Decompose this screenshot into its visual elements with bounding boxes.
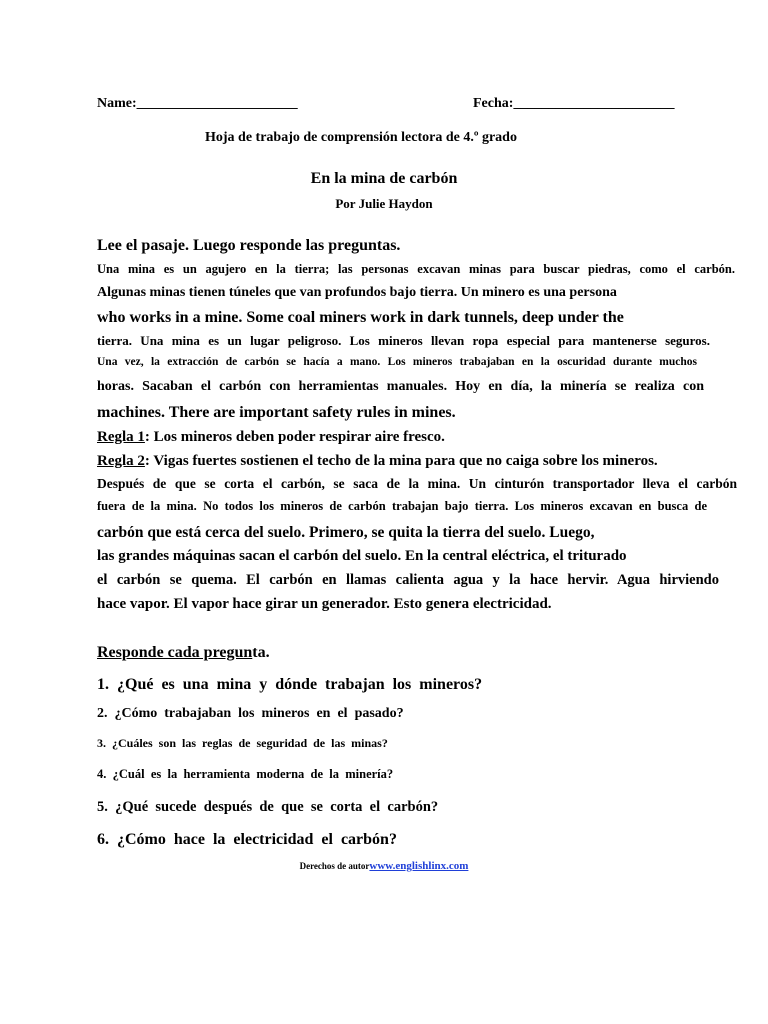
- rule-2-label: Regla 2: [97, 453, 145, 469]
- date-blank: _______________________: [513, 96, 675, 111]
- passage-line: fuera de la mina. No todos los mineros de carbón trabajan bajo tierra. Los mineros excavan en busca de: [97, 499, 707, 513]
- rule-1-label: Regla 1: [97, 429, 145, 445]
- questions-heading-rest: ta.: [252, 644, 270, 661]
- rule-1-text: : Los mineros deben poder respirar aire fresco.: [144, 429, 445, 445]
- footer-link[interactable]: www.englishlinx.com: [369, 860, 469, 872]
- date-label: Fecha:: [473, 96, 514, 111]
- passage-line: hace vapor. El vapor hace girar un generador. Esto genera electricidad.: [97, 596, 552, 612]
- passage-line: horas. Sacaban el carbón con herramientas manuales. Hoy en día, la minería se realiza con: [97, 379, 704, 394]
- passage-line: machines. There are important safety rules in mines.: [97, 404, 456, 421]
- passage-line: Una vez, la extracción de carbón se hacía a mano. Los mineros trabajaban en la oscuridad durante muchos: [97, 356, 697, 368]
- story-title: En la mina de carbón: [310, 170, 458, 187]
- questions-heading: [97, 644, 270, 662]
- name-field: [97, 96, 298, 112]
- passage-line: tierra. Una mina es un lugar peligroso. Los mineros llevan ropa especial para mantenerse seguros.: [97, 333, 710, 348]
- passage-line: Algunas minas tienen túneles que van profundos bajo tierra. Un minero es una persona: [97, 285, 617, 300]
- question-6: 6. ¿Cómo hace la electricidad el carbón?: [97, 831, 397, 848]
- passage-line: Después de que se corta el carbón, se saca de la mina. Un cinturón transportador lleva el carbón: [97, 476, 737, 491]
- question-5: 5. ¿Qué sucede después de que se corta el carbón?: [97, 799, 439, 815]
- safety-rule-2: [97, 453, 658, 470]
- footer-copyright: [0, 860, 768, 872]
- question-1: 1. ¿Qué es una mina y dónde trabajan los mineros?: [97, 676, 483, 693]
- rule-2-text: : Vigas fuertes sostienen el techo de la mina para que no caiga sobre los mineros.: [144, 453, 658, 469]
- instructions: Lee el pasaje. Luego responde las preguntas.: [97, 237, 401, 254]
- story-byline: Por Julie Haydon: [335, 196, 433, 211]
- date-field: [473, 96, 674, 112]
- question-3: 3. ¿Cuáles son las reglas de seguridad de las minas?: [97, 736, 388, 750]
- passage-line: who works in a mine. Some coal miners work in dark tunnels, deep under the: [97, 309, 624, 326]
- passage-line: el carbón se quema. El carbón en llamas calienta agua y la hace hervir. Agua hirviendo: [97, 572, 719, 588]
- safety-rule-1: [97, 429, 445, 446]
- name-blank: _______________________: [136, 96, 298, 111]
- question-4: 4. ¿Cuál es la herramienta moderna de la minería?: [97, 767, 394, 781]
- name-label: Name:: [97, 96, 137, 111]
- passage-line: Una mina es un agujero en la tierra; las personas excavan minas para buscar piedras, como el carbón.: [97, 262, 735, 276]
- question-2: 2. ¿Cómo trabajaban los mineros en el pasado?: [97, 706, 404, 721]
- worksheet-title: Hoja de trabajo de comprensión lectora de 4.º grado: [205, 130, 517, 145]
- passage-line: carbón que está cerca del suelo. Primero, se quita la tierra del suelo. Luego,: [97, 524, 595, 541]
- passage-line: las grandes máquinas sacan el carbón del suelo. En la central eléctrica, el triturado: [97, 548, 627, 564]
- copyright-label: Derechos de autor: [299, 861, 370, 871]
- questions-heading-underlined: Responde cada pregun: [97, 644, 253, 661]
